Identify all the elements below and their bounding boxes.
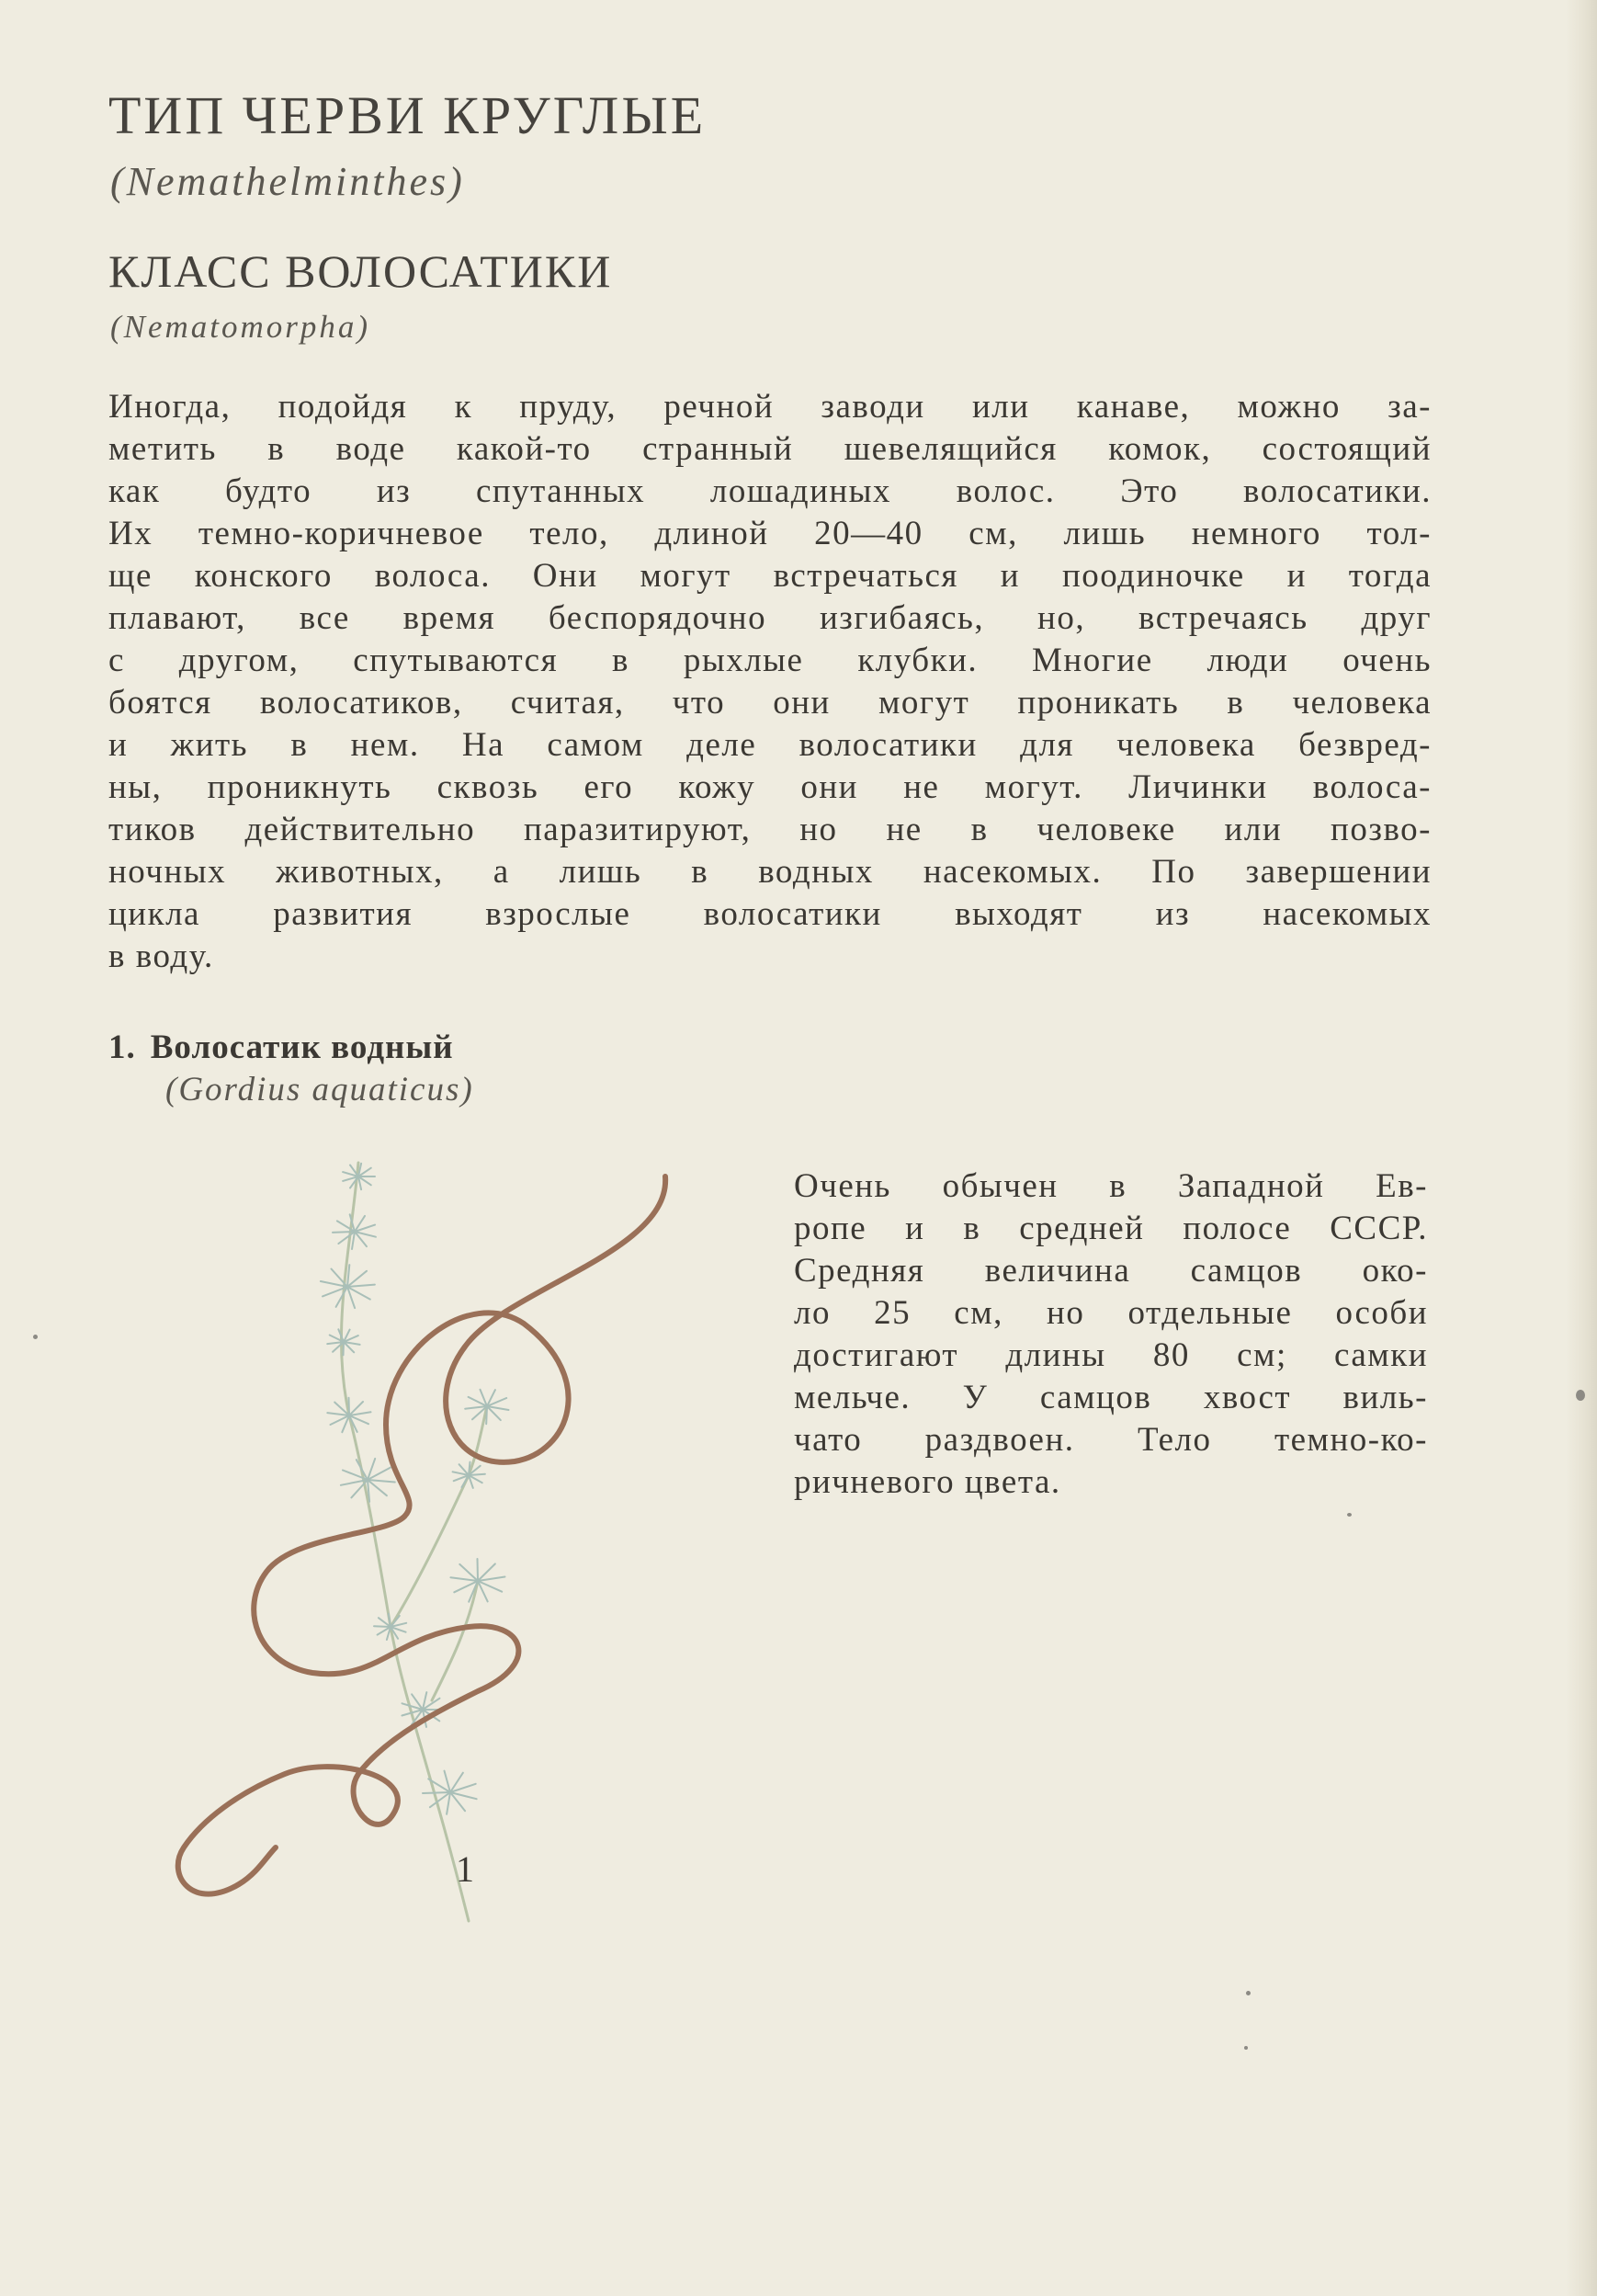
description-line: Очень обычен в Западной Ев- [794,1167,1428,1205]
paper-speck [1244,2046,1248,2050]
species-name: Волосатик водный [150,1029,454,1066]
description-line: ропе и в средней полосе СССР. [794,1210,1428,1247]
intro-line: боятся волосатиков, считая, что они могут проникать в человека [108,684,1432,722]
intro-paragraph [108,386,1432,978]
class-latin-name: (Nematomorpha) [110,309,371,345]
paper-speck [1246,1991,1251,1995]
page-edge-shadow [1566,0,1597,2296]
intro-line: в воду. [108,938,214,975]
intro-line: плавают, все время беспорядочно изгибаясь, но, встречаясь друг [108,599,1432,637]
species-title [108,1028,454,1067]
description-line: Средняя величина самцов око- [794,1252,1428,1290]
description-line: достигают длины 80 см; самки [794,1336,1428,1374]
species-number: 1. [108,1029,136,1066]
paper-speck [1347,1513,1352,1517]
intro-line: ще конского волоса. Они могут встречаться и поодиночке и тогда [108,557,1432,595]
figure-number: 1 [456,1848,474,1890]
intro-line: метить в воде какой-то странный шевелящийся комок, состоящий [108,430,1432,468]
description-line: чато раздвоен. Тело темно-ко- [794,1421,1428,1459]
intro-line: как будто из спутанных лошадиных волос. Это волосатики. [108,472,1432,510]
intro-line: и жить в нем. На самом деле волосатики для человека безвред- [108,726,1432,764]
type-latin-name: (Nemathelminthes) [110,159,465,204]
description-line: ричневого цвета. [794,1463,1061,1501]
intro-line: ны, проникнуть сквозь его кожу они не могут. Личинки волоса- [108,768,1432,806]
paper-speck [33,1335,38,1339]
aquatic-plant [341,1163,487,1921]
intro-line: с другом, спутываются в рыхлые клубки. Многие люди очень [108,642,1432,679]
paper-speck [1576,1390,1585,1401]
species-latin-name: (Gordius aquaticus) [165,1071,474,1108]
intro-line: ночных животных, а лишь в водных насекомых. По завершении [108,853,1432,891]
intro-line: Их темно-коричневое тело, длиной 20—40 см, лишь немного тол- [108,515,1432,552]
plant-whorls [321,1164,509,1814]
class-heading: КЛАСС ВОЛОСАТИКИ [108,245,613,297]
intro-line: Иногда, подойдя к пруду, речной заводи или канаве, можно за- [108,388,1432,426]
species-description [794,1165,1428,1504]
hairworm [178,1176,665,1894]
hairworm-illustration [83,1149,744,1939]
type-heading: ТИП ЧЕРВИ КРУГЛЫЕ [108,85,707,145]
intro-line: цикла развития взрослые волосатики выходят из насекомых [108,895,1432,933]
description-line: мельче. У самцов хвост виль- [794,1379,1428,1416]
intro-line: тиков действительно паразитируют, но не в человеке или позво- [108,811,1432,848]
description-line: ло 25 см, но отдельные особи [794,1294,1428,1332]
